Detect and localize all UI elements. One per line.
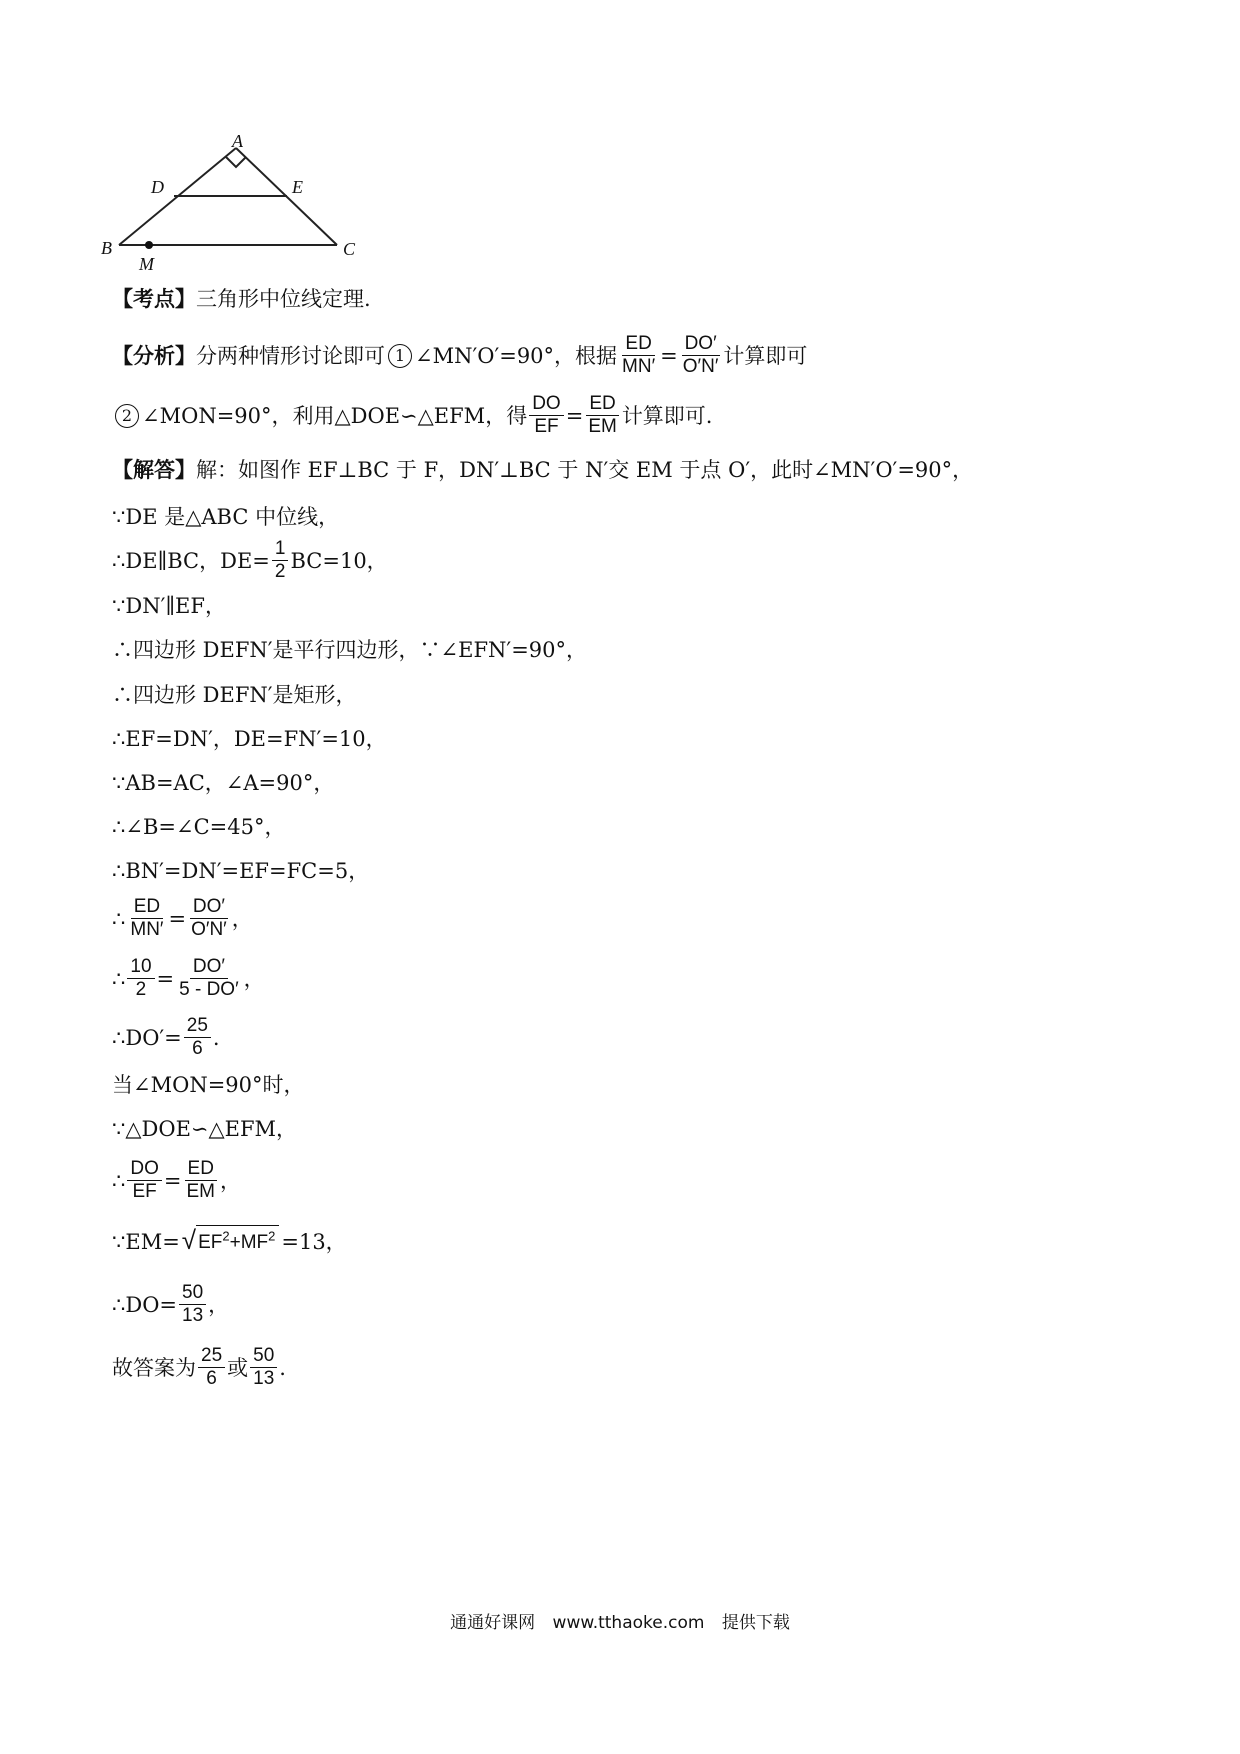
text: ， — [231, 906, 253, 931]
fenxi-tag: 【分析】 — [112, 342, 196, 368]
fraction: $\frac{DO'}{5 - DO'}$ — [179, 956, 239, 1000]
solution-line-10 — [112, 896, 253, 941]
circled-two: 2 — [115, 404, 139, 428]
text: . — [212, 1025, 220, 1050]
solution-line-14 — [112, 1114, 297, 1144]
equals: = — [660, 343, 678, 368]
text: ， — [219, 1168, 241, 1193]
text: ， — [243, 966, 265, 991]
text: BC=10， — [290, 548, 388, 573]
text: ∴EF=DN′，DE=FN′=10， — [112, 727, 387, 751]
text: ∴BN′=DN′=EF=FC=5， — [112, 859, 370, 883]
text: 当∠MON=90°时， — [112, 1073, 305, 1097]
solution-line-12 — [112, 1015, 220, 1060]
jieda-tag: 【解答】 — [112, 457, 196, 482]
solution-line-4 — [112, 635, 587, 665]
text: 或 — [227, 1355, 249, 1380]
label-a: A — [232, 131, 243, 151]
equals: = — [565, 403, 584, 428]
fraction: $\frac{ED}{EM}$ — [588, 393, 617, 437]
text: ∴DO′= — [112, 1025, 182, 1050]
solution-line-2 — [112, 538, 388, 583]
fenxi-line-2 — [112, 393, 713, 438]
footer-suffix: 提供下载 — [721, 1613, 790, 1633]
fraction: $\frac{ED}{MN'}$ — [130, 896, 164, 940]
solution-line-5 — [112, 680, 357, 710]
equals: = — [156, 966, 175, 991]
solution-line-13 — [112, 1070, 305, 1100]
text: ∵DE 是△ABC 中位线， — [112, 505, 340, 529]
text: ∴四边形 DEFN′是平行四边形，∵∠EFN′=90°， — [112, 638, 588, 662]
solution-line-8 — [112, 812, 285, 842]
equals: = — [168, 906, 187, 931]
solution-line-1 — [112, 502, 339, 532]
text: =13， — [281, 1229, 347, 1254]
kaodian-tag: 【考点】 — [112, 286, 196, 311]
text: 故答案为 — [112, 1355, 196, 1380]
fraction: $\frac{ED}{EM}$ — [186, 1158, 215, 1202]
fraction: $\frac{25}{6}$ — [198, 1345, 225, 1390]
fenxi2-text-1: ∠MON=90°，利用△DOE∽△EFM，得 — [142, 403, 528, 428]
fenxi-line — [112, 333, 807, 378]
radical-sign: √ — [181, 1225, 197, 1255]
text: ∴DO= — [112, 1292, 178, 1317]
fraction: $\frac{50}{13}$ — [250, 1345, 277, 1390]
jieda-line — [112, 455, 973, 485]
text: ∵△DOE∽△EFM， — [112, 1117, 298, 1141]
fraction: $\frac{10}{2}$ — [127, 956, 154, 1001]
right-angle-mark — [226, 157, 246, 167]
circled-one: 1 — [388, 344, 412, 368]
point-m — [145, 241, 153, 249]
kaodian-line — [112, 284, 371, 314]
solution-line-15 — [112, 1158, 241, 1203]
text: ∵EM= — [112, 1229, 180, 1254]
solution-line-16 — [112, 1225, 347, 1258]
fraction: $\frac{50}{13}$ — [179, 1282, 206, 1327]
footer-site: 通通好课网 — [450, 1613, 536, 1633]
solution-line-11 — [112, 956, 265, 1001]
solution-line-6 — [112, 724, 387, 754]
fraction: $\frac{DO}{EF}$ — [127, 1158, 162, 1203]
therefore: ∴ — [112, 1168, 126, 1193]
fraction: $\frac{1}{2}$ — [272, 538, 289, 583]
label-d: D — [151, 177, 164, 197]
therefore: ∴ — [112, 966, 126, 991]
solution-line-9 — [112, 856, 369, 886]
solution-line-7 — [112, 768, 334, 798]
solution-line-3 — [112, 591, 226, 621]
answer-line — [112, 1345, 286, 1390]
footer-url[interactable]: www.tthaoke.com — [552, 1613, 705, 1633]
equals: = — [163, 1168, 182, 1193]
text: ∴∠B=∠C=45°， — [112, 815, 286, 839]
text: . — [279, 1355, 286, 1380]
label-b: B — [101, 238, 112, 258]
fraction: $\frac{DO}{EF}$ — [529, 393, 564, 438]
text: ， — [208, 1292, 230, 1317]
fraction: $\frac{DO'}{O'N'}$ — [682, 333, 719, 377]
fraction: $\frac{DO'}{O'N'}$ — [191, 896, 227, 940]
fraction: $\frac{ED}{MN'}$ — [622, 333, 656, 377]
square-root — [182, 1225, 280, 1258]
label-e: E — [292, 177, 303, 197]
page-footer — [0, 1608, 1240, 1633]
therefore: ∴ — [112, 906, 126, 931]
fraction: $\frac{25}{6}$ — [184, 1015, 211, 1060]
fenxi-text-1: 分两种情形讨论即可 — [196, 343, 385, 368]
solution-line-17 — [112, 1282, 229, 1327]
fenxi-text-2: ∠MN′O′=90°，根据 — [415, 343, 618, 368]
fenxi-text-3: 计算即可 — [723, 343, 808, 368]
jieda-text: 解：如图作 EF⊥BC 于 F，DN′⊥BC 于 N′交 EM 于点 O′，此时∠MN′O′=90°， — [196, 458, 974, 482]
text: ∴四边形 DEFN′是矩形， — [112, 683, 357, 707]
text: ∵AB=AC，∠A=90°， — [112, 771, 335, 795]
radicand: $EF^2+MF^2$ — [196, 1225, 279, 1258]
label-m: M — [139, 254, 154, 274]
kaodian-text: 三角形中位线定理. — [196, 287, 371, 311]
label-c: C — [343, 239, 356, 259]
text: ∵DN′∥EF， — [112, 594, 226, 618]
text: ∴DE∥BC，DE= — [112, 548, 270, 573]
fenxi2-text-2: 计算即可. — [621, 403, 713, 428]
